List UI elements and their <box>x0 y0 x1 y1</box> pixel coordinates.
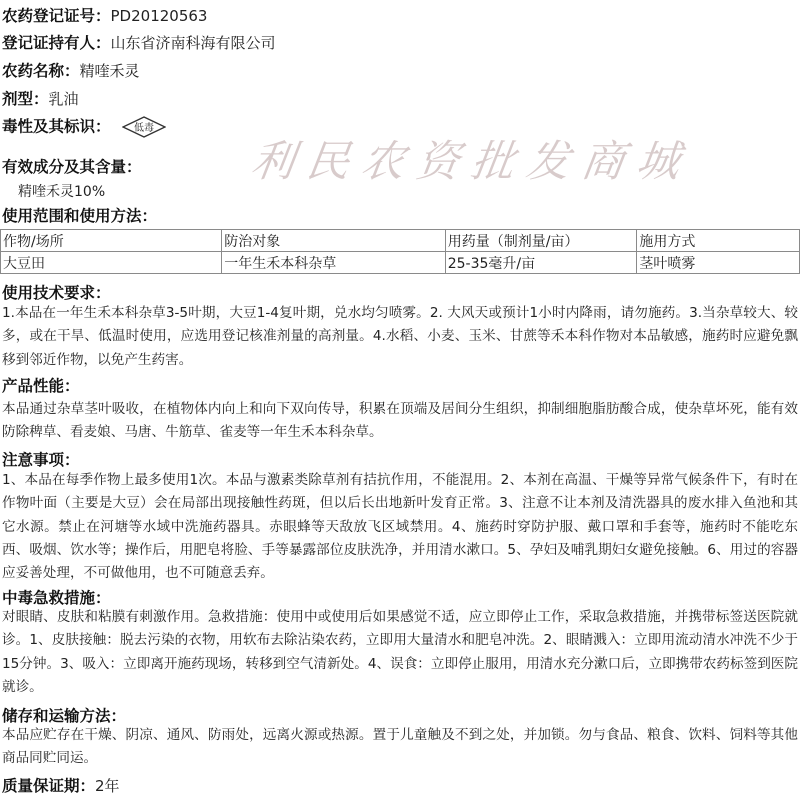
table-header-cell: 作物/场所 <box>1 230 222 252</box>
registration-number-row <box>2 8 798 25</box>
table-header-cell: 用药量（制剂量/亩） <box>445 230 637 252</box>
formulation-value: 乳油 <box>48 90 79 108</box>
usage-heading-text: 使用范围和使用方法： <box>2 207 158 225</box>
notes-text: 1、本品在每季作物上最多使用1次。本品与激素类除草剂有拮抗作用，不能混用。2、本剂在高温、干燥等异常气候条件下，有时在作物叶面（主要是大豆）会在局部出现接触性药斑，但以后长出地新叶发育正常。3、注意不让本剂及清洗器具的废水排入鱼池和其它水源。禁止在河塘等水域中洗施药器具。赤眼蜂等天敌放飞区域禁用。4、施药时穿防护服、戴口罩和手套等，施药时不能吃东西、吸烟、饮水等；操作后，用肥皂将脸、手等暴露部位皮肤洗净，并用清水漱口。5、孕妇及哺乳期妇女避免接触。6、用过的容器应妥善处理，不可做他用，也不可随意丢弃。 <box>2 472 798 582</box>
notes-heading <box>2 452 798 469</box>
toxicity-label: 毒性及其标识： <box>2 117 111 136</box>
warranty-value: 2年 <box>95 777 120 795</box>
storage-text: 本品应贮存在干燥、阴凉、通风、防雨处，远离火源或热源。置于儿童触及不到之处，并加锁。勿与食品、粮食、饮料、饲料等其他商品同贮同运。 <box>2 727 798 767</box>
warranty-label: 质量保证期： <box>2 777 96 795</box>
holder-row <box>2 35 798 52</box>
performance-heading <box>2 378 798 395</box>
formulation-row <box>2 91 798 108</box>
table-cell: 茎叶喷雾 <box>637 252 800 274</box>
table-cell: 大豆田 <box>1 252 222 274</box>
table-header-cell: 施用方式 <box>637 230 800 252</box>
ingredient-value: 精喹禾灵10% <box>18 184 106 200</box>
registration-number-value: PD20120563 <box>110 7 208 25</box>
watermark-text: 利民农资批发商城 <box>247 137 696 187</box>
table-cell: 25-35毫升/亩 <box>445 252 637 274</box>
table-header-row <box>1 230 800 252</box>
diamond-toxicity-icon <box>122 116 166 138</box>
table-header-cell: 防治对象 <box>222 230 445 252</box>
table-cell: 一年生禾本科杂草 <box>222 252 445 274</box>
technique-heading-text: 使用技术要求： <box>2 284 111 302</box>
holder-label: 登记证持有人： <box>2 34 111 52</box>
pesticide-name-label: 农药名称： <box>2 62 80 80</box>
first-aid-text: 对眼睛、皮肤和粘膜有刺激作用。急救措施：使用中或使用后如果感觉不适，应立即停止工作，采取急救措施，并携带标签送医院就诊。1、皮肤接触：脱去污染的衣物，用软布去除沾染农药，立即用大量清水和肥皂冲洗。2、眼睛溅入：立即用流动清水冲洗不少于15分钟。3、吸入：立即离开施药现场，转移到空气清新处。4、误食：立即停止服用，用清水充分漱口后，立即携带农药标签到医院就诊。 <box>2 609 798 695</box>
table-row <box>1 252 800 274</box>
registration-number-label: 农药登记证号： <box>2 7 111 25</box>
warranty-row <box>2 778 798 795</box>
pesticide-name-row <box>2 63 798 80</box>
technique-text: 1.本品在一年生禾本科杂草3-5叶期，大豆1-4复叶期，兑水均匀喷雾。2. 大风天或预计1小时内降雨，请勿施药。3.当杂草较大、较多，或在干旱、低温时使用，应选用登记核准剂量的高剂量。4.水稻、小麦、玉米、甘蔗等禾本科作物对本品敏感，施药时应避免飘移到邻近作物，以免产生药害。 <box>2 305 798 368</box>
first-aid-heading <box>2 590 798 607</box>
technique-heading <box>2 285 798 302</box>
usage-heading <box>2 208 798 225</box>
ingredient-heading <box>2 159 798 176</box>
usage-table <box>0 229 800 274</box>
storage-heading <box>2 708 798 725</box>
formulation-label: 剂型： <box>2 90 49 108</box>
performance-text: 本品通过杂草茎叶吸收，在植物体内向上和向下双向传导，积累在顶端及居间分生组织，抑制细胞脂肪酸合成，使杂草坏死，能有效防除稗草、看麦娘、马唐、牛筋草、雀麦等一年生禾本科杂草。 <box>2 401 798 441</box>
storage-heading-text: 储存和运输方法： <box>2 707 127 725</box>
ingredient-heading-text: 有效成分及其含量： <box>2 158 142 176</box>
notes-heading-text: 注意事项： <box>2 451 80 469</box>
ingredient-value-row <box>18 183 798 199</box>
holder-value: 山东省济南科海有限公司 <box>110 34 276 52</box>
pesticide-name-value: 精喹禾灵 <box>79 62 140 80</box>
performance-heading-text: 产品性能： <box>2 377 80 395</box>
first-aid-heading-text: 中毒急救措施： <box>2 589 111 607</box>
toxicity-badge-text: 低毒 <box>133 123 154 134</box>
